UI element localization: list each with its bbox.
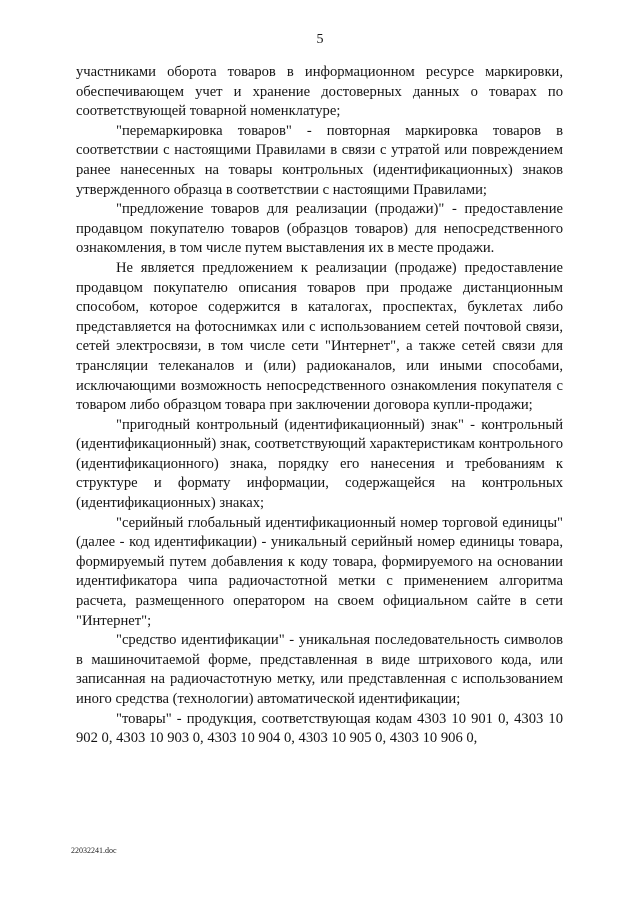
paragraph-goods-definition: "товары" - продукция, соответствующая кодам 4303 10 901 0, 4303 10 902 0, 4303 10 903 0, 4303 10 904 0, 4303 10 905 0, 4303 10 906 0, [76, 710, 563, 747]
paragraph-valid-mark-definition: "пригодный контрольный (идентификационный) знак" - контрольный (идентификационный) знак, соответствующий характеристикам контрольного (идентификационного) знака, порядку его нанесения и требованиям к структуре и формату информации, содержащейся на контрольных (идентификационных) знаках; [76, 416, 563, 512]
footer-file-id: 22032241.doc [71, 846, 117, 855]
paragraph-serial-gtin-definition: "серийный глобальный идентификационный номер торговой единицы" (далее - код идентификации) - уникальный серийный номер единицы товара, формируемый путем добавления к коду товара, формируемого на основании идентификатора чипа радиочастотной метки с применением алгоритма расчета, размещенного оператором на своем официальном сайте в сети "Интернет"; [76, 514, 563, 629]
paragraph-remarking-definition: "перемаркировка товаров" - повторная маркировка товаров в соответствии с настоящими Правилами в связи с утратой или повреждением ранее нанесенных на товары контрольных (идентификационных) знаков утвержденного образца в соответствии с настоящими Правилами; [76, 122, 563, 198]
document-body [76, 63, 563, 749]
page-number: 5 [316, 32, 324, 47]
paragraph-continuation: участниками оборота товаров в информационном ресурсе маркировки, обеспечивающем учет и хранение достоверных данных о товарах по соответствующей товарной номенклатуре; [76, 64, 563, 120]
paragraph-offer-definition: "предложение товаров для реализации (продажи)" - предоставление продавцом покупателю товаров (образцов товаров) для непосредственного ознакомления, в том числе путем выставления их в месте продажи. [76, 201, 563, 257]
paragraph-remote-sale-exclusion: Не является предложением к реализации (продаже) предоставление продавцом покупателю описания товаров при продаже дистанционным способом, которое содержится в каталогах, проспектах, буклетах либо представляется на фотоснимках или с использованием сетей почтовой связи, сетей электросвязи, в том числе сети "Интернет", а также сетей связи для трансляции телеканалов и (или) радиоканалов, или иными способами, исключающими возможность непосредственного ознакомления покупателя с товаром либо образцом товара при заключении договора купли-продажи; [76, 259, 563, 414]
paragraph-identification-means-definition: "средство идентификации" - уникальная последовательность символов в машиночитаемой форме, представленная в виде штрихового кода, или записанная на радиочастотную метку, или представленная с использованием иного средства (технологии) автоматической идентификации; [76, 632, 563, 707]
